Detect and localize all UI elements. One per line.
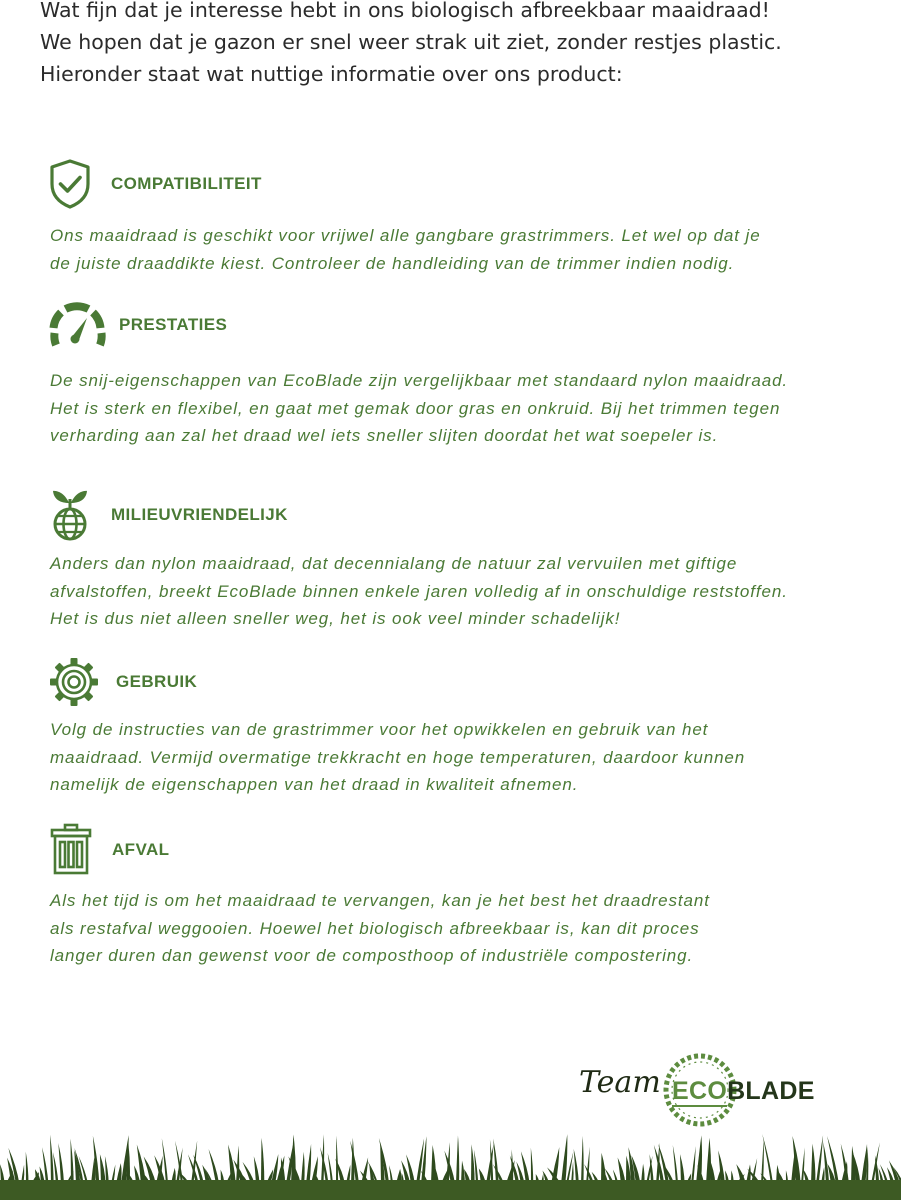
section-title: COMPATIBILITEIT [111,174,262,193]
section-line: Het is sterk en flexibel, en gaat met gemak door gras en onkruid. Bij het trimmen tegen [50,398,781,418]
grass-blade [493,1138,499,1184]
section-line: Als het tijd is om het maaidraad te vervangen, kan je het best het draadrestant [50,891,710,910]
grass-blade [691,1146,696,1184]
grass-blade [601,1153,606,1184]
section-line: langer duren dan gewenst voor de composthoop of industriële compostering. [50,946,694,965]
section-line: de juiste draaddikte kiest. Controleer de handleiding van de trimmer indien nodig. [50,253,735,273]
grass-blade [100,1154,106,1184]
grass-blade [471,1144,475,1184]
logo-wordmark [672,1078,815,1104]
grass-blade [680,1154,685,1184]
grass-blade [431,1145,436,1184]
section-title: MILIEUVRIENDELIJK [111,505,288,524]
grass-blade [261,1138,264,1184]
grass-blade [762,1134,773,1184]
grass-footer [0,1128,901,1200]
grass-blade [816,1135,823,1184]
section-text [50,550,890,633]
trash-bin-icon [50,823,92,875]
grass-blade [26,1152,29,1184]
globe-leaf-icon [50,487,90,542]
grass-blade [586,1147,590,1184]
grass-blade [456,1136,459,1184]
section-line: De snij-eigenschappen van EcoBlade zijn vergelijkbaar met standaard nylon maaidraad. [50,371,789,390]
section-line: Het is dus niet alleen sneller weg, het is ook veel minder schadelijk! [50,609,621,628]
grass-blade [53,1152,59,1184]
grass-blade [706,1138,711,1184]
intro-line: Hieronder staat wat nuttige informatie over ons product: [40,62,623,86]
section-text [50,222,890,277]
section-title: GEBRUIK [116,672,198,691]
speedometer-icon [46,300,108,350]
grass-blade [254,1156,260,1184]
section-line: Ons maaidraad is geschikt voor vrijwel alle gangbare grastrimmers. Let wel op dat je [50,226,761,245]
ecoblade-logo [660,1050,840,1130]
grass-blade [105,1156,109,1184]
grass-blade [301,1152,305,1184]
grass-blade [306,1144,311,1184]
grass-blade [561,1134,567,1184]
grass-blade [531,1148,533,1184]
grass-blade [58,1143,64,1184]
grass-blade [574,1149,579,1184]
grass-blade [673,1145,678,1184]
section-text [50,716,890,799]
team-signature [575,1045,835,1135]
gear-icon [48,656,100,708]
grass-blade [70,1139,73,1184]
section-line: maaidraad. Vermijd overmatige trekkracht en hoge temperaturen, daardoor kunnen [50,747,746,767]
section-line: Volg de instructies van de grastrimmer voor het opwikkelen en gebruik van het [50,720,709,739]
intro-line: Wat fijn dat je interesse hebt in ons biologisch afbreekbaar maaidraad! [40,0,770,22]
grass-blade [581,1136,584,1184]
grass-blade [811,1144,815,1184]
section-title: PRESTATIES [119,315,228,334]
section-line: als restafval weggooien. Hoewel het biologisch afbreekbaar is, kan dit proces [50,918,700,938]
team-label: Team [579,1065,661,1100]
section-line: Anders dan nylon maaidraad, dat decennialang de natuur zal vervuilen met giftige [50,554,738,573]
section-line: afvalstoffen, breekt EcoBlade binnen enkele jaren volledig af in onschuldige reststoffen. [50,581,788,601]
grass-blade [50,1135,54,1184]
logo-blade-text: BLADE [727,1077,815,1105]
grass-blade [328,1153,333,1184]
section-text [50,887,890,970]
grass-blade [336,1136,338,1184]
section-text [50,367,890,450]
section-line: verharding aan zal het draad wel iets sneller slijten doordat het wat soepeler is. [50,426,719,445]
intro-text [40,0,890,90]
logo-eco-text: ECO [672,1077,728,1105]
section-title: AFVAL [112,840,170,859]
shield-check-icon [48,158,92,210]
section-line: namelijk de eigenschappen van het draad in kwaliteit afnemen. [50,775,579,794]
grass-blade [801,1147,805,1184]
intro-line: We hopen dat je gazon er snel weer strak uit ziet, zonder restjes plastic. [40,30,782,54]
